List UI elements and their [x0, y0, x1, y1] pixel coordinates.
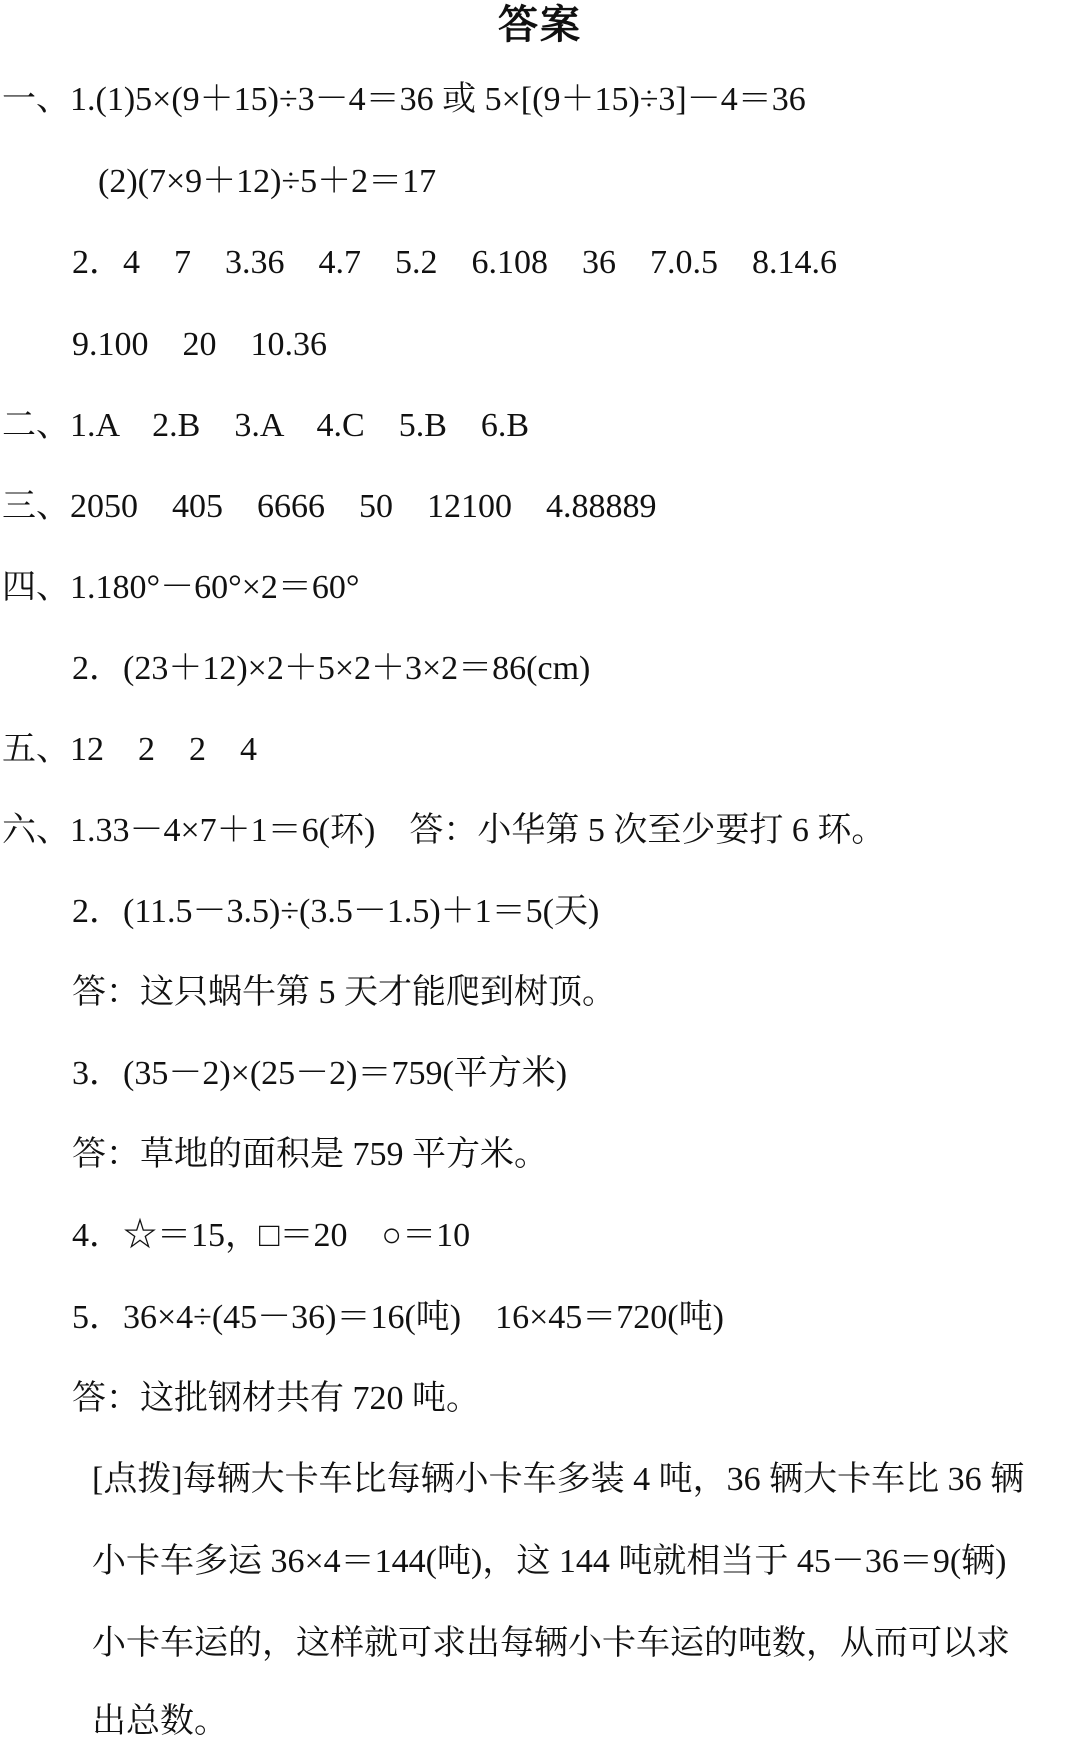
- answer-line: 六、1.33－4×7＋1＝6(环) 答：小华第 5 次至少要打 6 环。: [2, 812, 886, 849]
- answer-line: 答：草地的面积是 759 平方米。: [72, 1136, 548, 1173]
- answer-line: 5．36×4÷(45－36)＝16(吨) 16×45＝720(吨): [72, 1299, 724, 1336]
- answer-line: 答：这批钢材共有 720 吨。: [72, 1380, 480, 1417]
- answer-line: 三、2050 405 6666 50 12100 4.88889: [2, 488, 657, 525]
- answer-line: 3．(35－2)×(25－2)＝759(平方米): [72, 1055, 568, 1092]
- answer-line: 2．(11.5－3.5)÷(3.5－1.5)＋1＝5(天): [72, 893, 600, 930]
- answer-line: 五、12 2 2 4: [2, 731, 257, 768]
- hint-line: 小卡车运的，这样就可求出每辆小卡车运的吨数，从而可以求: [92, 1625, 1010, 1662]
- hint-line: [点拨]每辆大卡车比每辆小卡车多装 4 吨，36 辆大卡车比 36 辆: [92, 1461, 1025, 1498]
- hint-line: 出总数。: [92, 1703, 228, 1740]
- answer-line: 四、1.180°－60°×2＝60°: [2, 569, 360, 606]
- answer-line: 2．(23＋12)×2＋5×2＋3×2＝86(cm): [72, 650, 591, 687]
- hint-line: 小卡车多运 36×4＝144(吨)，这 144 吨就相当于 45－36＝9(辆): [92, 1543, 1007, 1580]
- answer-line: 二、1.A 2.B 3.A 4.C 5.B 6.B: [2, 407, 530, 444]
- answer-line: (2)(7×9＋12)÷5＋2＝17: [98, 163, 437, 200]
- answer-line: 一、1.(1)5×(9＋15)÷3－4＝36 或 5×[(9＋15)÷3]－4＝36: [2, 81, 806, 118]
- answer-line: 9.100 20 10.36: [72, 326, 327, 363]
- page-title: 答案: [498, 2, 582, 48]
- answer-line: 2．4 7 3.36 4.7 5.2 6.108 36 7.0.5 8.14.6: [72, 244, 837, 281]
- answer-line: 答：这只蜗牛第 5 天才能爬到树顶。: [72, 974, 616, 1011]
- answer-line: 4．☆＝15，□＝20 ○＝10: [72, 1217, 471, 1254]
